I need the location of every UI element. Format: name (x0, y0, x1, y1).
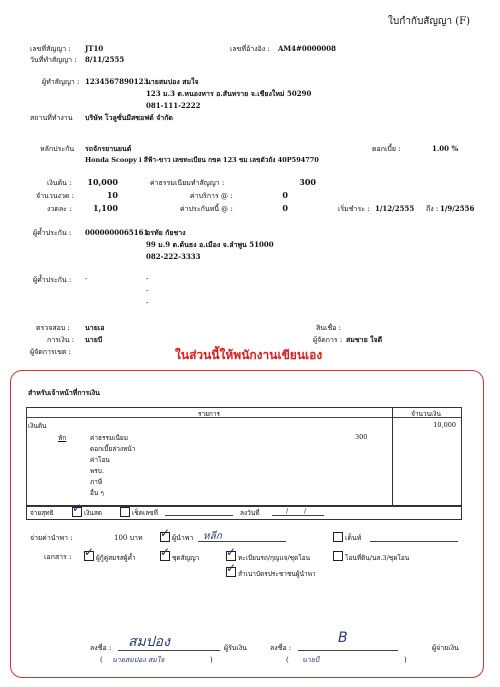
doc-check-mark: ✓ (84, 545, 95, 559)
receiver-sign-prefix: ลงชื่อ : (90, 644, 112, 652)
dated-label: ลงวันที่ (240, 509, 260, 517)
ledger-fee-amount: 300 (355, 433, 368, 441)
date-slash: / (286, 507, 289, 515)
cheque-checkbox[interactable] (120, 507, 130, 517)
receiver-label: ผู้รับเงิน (224, 644, 247, 652)
ledger-deduction-item: อื่น ๆ (90, 489, 104, 497)
ledger-principal-label: เงินต้น (28, 422, 47, 430)
guarantor2-label: ผู้ค้ำประกัน : (33, 276, 72, 284)
borrower-label: ผู้ทำสัญญา : (42, 78, 80, 86)
doc-check-mark: ✓ (160, 545, 171, 559)
ledger-header-item: รายการ (197, 410, 221, 418)
payer-paren-close: ) (404, 656, 407, 664)
contract-no-label: เลขที่สัญญา : (30, 45, 71, 53)
contract-date: 8/11/2555 (85, 55, 125, 64)
payer-signature: B (338, 630, 348, 646)
borrower-address: 123 ม.3 ต.หนองหาร อ.สันทราย จ.เชียงใหม่ 50290 (146, 89, 312, 98)
contract-date-label: วันที่ทำสัญญา : (30, 56, 77, 64)
guarantor1-name: อรทัย กัยชาง (146, 228, 186, 237)
ledger-deduct-label: หัก (58, 434, 67, 442)
finance-label: การเงิน : (47, 336, 75, 344)
end-label: ถึง : (426, 205, 439, 213)
agent-fee-amount: 100 บาท (114, 534, 143, 542)
fee-amount: 300 (299, 177, 316, 187)
principal-amount: 10,000 (87, 177, 118, 187)
payer-label: ผู้จ่ายเงิน (432, 644, 459, 652)
agent-name: สมชาย ใจดี (346, 335, 383, 344)
ledger-principal-amount: 10,000 (433, 421, 456, 429)
doc-label-contract: ชุดสัญญา (172, 554, 200, 562)
agent-fee-label: จ่ายค่านำพา : (30, 534, 73, 542)
guarantor2-address: - (146, 287, 149, 295)
finance-name: นายบี (85, 335, 103, 344)
doc-checkbox-land[interactable] (333, 551, 343, 561)
doc-label-land: โอนที่ดิน/นส.3/ชุดโอน (345, 554, 410, 562)
doc-label-vehicle: ทะเบียนรถ/กุญแจ/ชุดโอน (238, 554, 311, 562)
staff-note: ในส่วนนี้ให้พนักงานเขียนเอง (175, 348, 323, 362)
credit-label: สินเชื่อ : (316, 324, 341, 332)
ledger-deduction-item: ค่าโอน (90, 456, 110, 464)
cash-check-mark: ✓ (72, 501, 83, 515)
guarantor1-id: 0000000065161 (85, 228, 149, 237)
guarantor2-name: - (146, 275, 149, 283)
ledger-deduction-item: ค่าธรรมเนียม (90, 434, 128, 442)
guarantor1-address: 99 ม.9 ต.ต้นธง อ.เมือง จ.ลำพูน 51000 (146, 240, 274, 249)
date-slash: / (304, 507, 307, 515)
guarantor2-phone: - (146, 299, 149, 307)
guarantor2-id: - (85, 275, 88, 283)
agent-check-mark: ✓ (160, 526, 171, 540)
staff-title: สำหรับเจ้าหน้าที่การเงิน (28, 388, 100, 397)
installment-amount: 1,100 (92, 203, 118, 213)
ledger-header-amount: จำนวนเงิน (411, 410, 441, 418)
payer-sign-prefix: ลงชื่อ : (270, 644, 292, 652)
documents-label: เอกสาร : (44, 553, 72, 561)
receiver-printed-name: นายสมปอง สมใจ (112, 656, 165, 664)
agent-label: ผู้จัดการ : (313, 336, 343, 344)
receiver-signature: สมปอง (128, 634, 170, 650)
date-line[interactable] (272, 515, 324, 516)
periods: 10 (106, 190, 118, 200)
installment-label: งวดละ : (47, 205, 72, 213)
doc-check-mark: ✓ (226, 545, 237, 559)
collateral-name: รถจักรยานยนต์ (85, 144, 132, 153)
reference-label: เลขที่อ้างอิง : (230, 45, 270, 53)
agent-name-handwritten: หลีก (203, 531, 222, 542)
service-amount: 0 (282, 190, 288, 200)
doc-check-mark: ✓ (226, 561, 237, 575)
guarantor1-label: ผู้ค้ำประกัน : (33, 229, 72, 237)
checker-label: ตรวจสอบ : (36, 324, 70, 332)
checker-name: นายเอ (85, 323, 105, 332)
start-date: 1/12/2555 (375, 204, 415, 213)
cheque-label: เช็คเลขที่ (132, 509, 158, 517)
receiver-sign-line[interactable] (118, 650, 220, 651)
tent-line[interactable] (370, 541, 458, 542)
payer-printed-name: นายบี (302, 656, 320, 664)
payer-paren-open: ( (286, 656, 289, 664)
collateral-label: หลักประกัน (40, 145, 75, 153)
start-label: เริ่มชำระ : (338, 205, 370, 213)
ledger-deduction-item: พรบ. (90, 467, 104, 475)
ledger-deduction-item: ภาษี (90, 478, 103, 486)
workplace: บริษัท โวลูซั่นมีสซอฟต์ จำกัด (85, 113, 173, 122)
ledger-deduction-item: ดอกเบี้ยล่วงหน้า (90, 445, 136, 453)
guarantor1-phone: 082-222-3333 (146, 252, 201, 261)
cash-label: เงินสด (84, 509, 103, 517)
receiver-paren-close: ) (210, 656, 213, 664)
borrower-id: 1234567890123 (85, 77, 149, 86)
reference-no: AM4#0000008 (278, 44, 337, 53)
net-pay-label: จ่ายสุทธิ (30, 509, 54, 517)
fee-label: ค่าธรรมเนียมทำสัญญา : (150, 179, 225, 187)
borrower-name: นายสมปอง สมใจ (146, 77, 199, 86)
insurance-label: ค่าประกันหนี้ @ : (180, 205, 233, 213)
payer-sign-line[interactable] (298, 650, 398, 651)
tent-checkbox[interactable] (333, 532, 343, 542)
contract-no: JT10 (85, 44, 104, 53)
interest-label: ดอกเบี้ย : (372, 145, 401, 153)
borrower-phone: 081-111-2222 (146, 101, 201, 110)
end-date: 1/9/2556 (440, 204, 475, 213)
cheque-number-line[interactable] (165, 515, 233, 516)
tent-label: เต็นท์ (345, 534, 362, 542)
service-label: ค่าบริการ @ : (190, 192, 233, 200)
receiver-paren-open: ( (100, 656, 103, 664)
doc-label-spouse: ผู้กู้คู่สมรสผู้ค้ำ (96, 554, 136, 562)
workplace-label: สถานที่ทำงาน (30, 114, 73, 122)
recorder-label: ผู้จัดการเขต : (30, 348, 71, 356)
form-title: ใบกำกับสัญญา (F) (388, 16, 470, 27)
doc-label-id-copy: สำเนาบัตรประชาชนผู้นำพา (238, 570, 316, 578)
collateral-detail: Honda Scoopy i สีฟ้า-ขาว เลขทะเบียน กขค 123 ชม เลขตัวถัง 40P594770 (85, 156, 319, 164)
agent-name-line[interactable] (198, 541, 286, 542)
interest-rate: 1.00 % (432, 144, 459, 153)
insurance-amount: 0 (282, 203, 288, 213)
agent-name-label: ผู้นำพา (172, 534, 194, 542)
periods-label: จำนวนงวด : (36, 192, 75, 200)
principal-label: เงินต้น : (47, 179, 72, 187)
